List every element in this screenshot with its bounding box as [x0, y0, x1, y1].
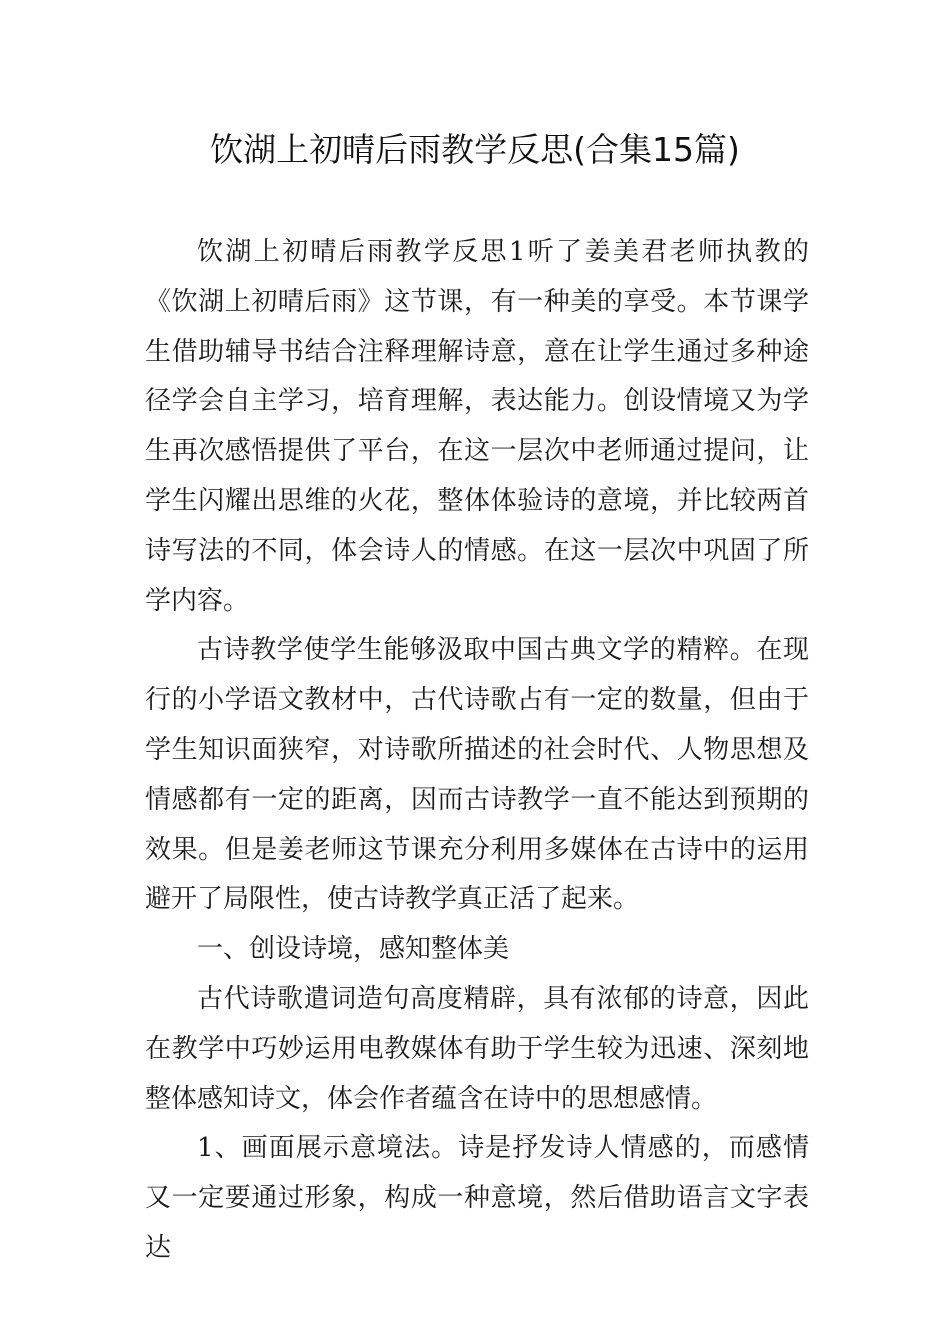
document-title: 饮湖上初晴后雨教学反思(合集15篇)	[210, 130, 740, 169]
paragraph: 古代诗歌遣词造句高度精辟，具有浓郁的诗意，因此在教学中巧妙运用电教媒体有助于学生较为迅速、深刻地整体感知诗文，体会作者蕴含在诗中的思想感情。	[145, 983, 809, 1114]
section-heading: 一、创设诗境，感知整体美	[197, 934, 510, 965]
paragraph: 饮湖上初晴后雨教学反思1听了姜美君老师执教的《饮湖上初晴后雨》这节课，有一种美的享受。本节课学生借助辅导书结合注释理解诗意，意在让学生通过多种途径学会自主学习，培育理解，表达能力。创设情境又为学生再次感悟提供了平台，在这一层次中老师通过提问，让学生闪耀出思维的火花，整体体验诗的意境，并比较两首诗写法的不同，体会诗人的情感。在这一层次中巩固了所学内容。	[145, 237, 809, 616]
paragraph: 古诗教学使学生能够汲取中国古典文学的精粹。在现行的小学语文教材中，古代诗歌占有一定的数量，但由于学生知识面狭窄，对诗歌所描述的社会时代、人物思想及情感都有一定的距离，因而古诗教学一直不能达到预期的效果。但是姜老师这节课充分利用多媒体在古诗中的运用避开了局限性，使古诗教学真正活了起来。	[145, 635, 809, 915]
document-body	[145, 228, 809, 1274]
paragraph: 1、画面展示意境法。诗是抒发诗人情感的，而感情又一定要通过形象，构成一种意境，然后借助语言文字表达	[145, 1133, 809, 1263]
